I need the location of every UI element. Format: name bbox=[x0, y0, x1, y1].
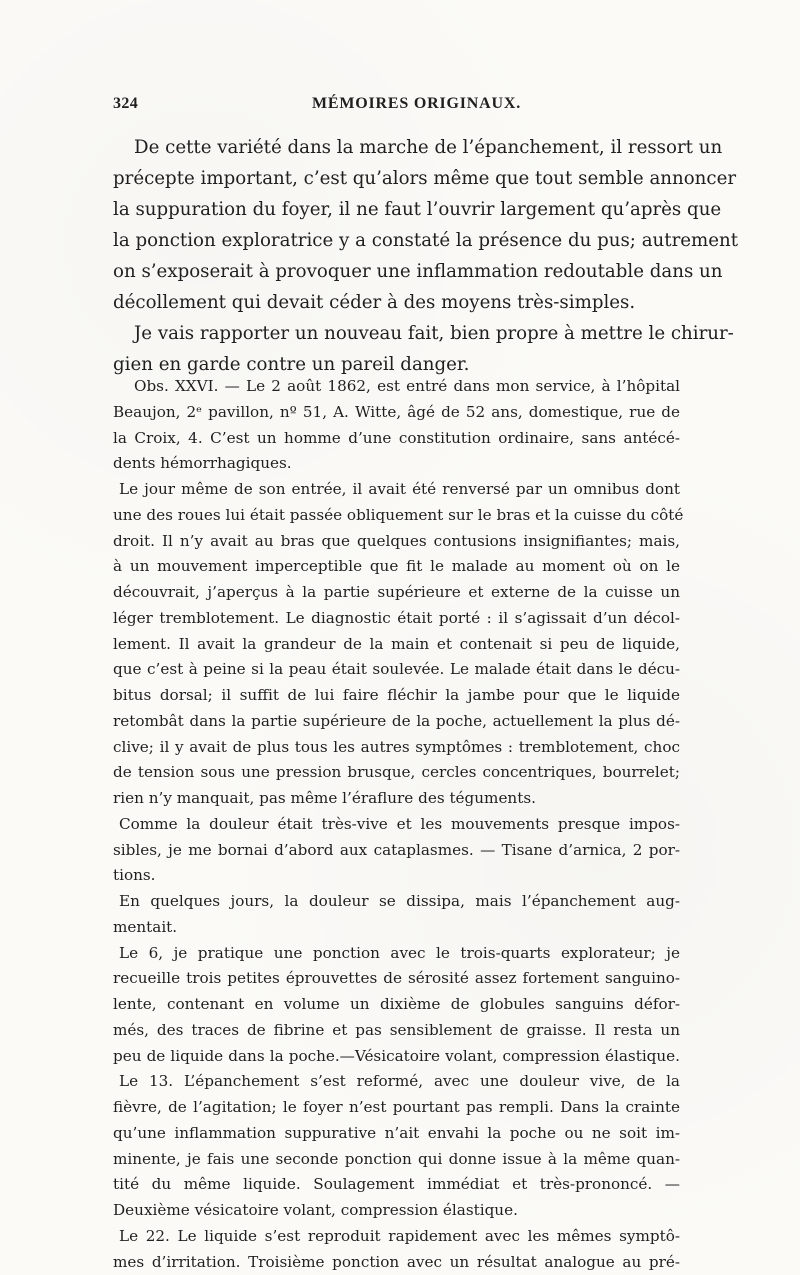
observation-line: découvrait, j’aperçus à la partie supérieure et externe de la cuisse un bbox=[113, 580, 680, 606]
observation-line: tions. bbox=[113, 863, 680, 889]
text-line: décollement qui devait céder à des moyens très-simples. bbox=[113, 287, 680, 318]
running-title: MÉMOIRES ORIGINAUX. bbox=[312, 95, 521, 113]
observation-line: dents hémorrhagiques. bbox=[113, 451, 680, 477]
observation-line: fièvre, de l’agitation; le foyer n’est pourtant pas rempli. Dans la crainte bbox=[113, 1095, 680, 1121]
observation-line: rien n’y manquait, pas même l’éraflure des téguments. bbox=[113, 786, 680, 812]
observation-line: retombât dans la partie supérieure de la poche, actuellement la plus dé- bbox=[113, 709, 680, 735]
observation-line: qu’une inflammation suppurative n’ait envahi la poche ou ne soit im- bbox=[113, 1121, 680, 1147]
observation-line: Beaujon, 2ᵉ pavillon, nº 51, A. Witte, âgé de 52 ans, domestique, rue de bbox=[113, 400, 680, 426]
observation-line: clive; il y avait de plus tous les autres symptômes : tremblotement, choc bbox=[113, 735, 680, 761]
observation-line: mes d’irritation. Troisième ponction avec un résultat analogue au pré- bbox=[113, 1250, 680, 1275]
observation-line: Le 13. L’épanchement s’est reformé, avec une douleur vive, de la bbox=[113, 1069, 680, 1095]
observation-line: Le 22. Le liquide s’est reproduit rapidement avec les mêmes symptô- bbox=[113, 1224, 680, 1250]
page-number: 324 bbox=[113, 95, 138, 113]
observation-line: lement. Il avait la grandeur de la main et contenait si peu de liquide, bbox=[113, 632, 680, 658]
text-line: on s’exposerait à provoquer une inflammation redoutable dans un bbox=[113, 256, 680, 287]
observation-line: recueille trois petites éprouvettes de sérosité assez fortement sanguino- bbox=[113, 966, 680, 992]
observation-line: sibles, je me bornai d’abord aux cataplasmes. — Tisane d’arnica, 2 por- bbox=[113, 838, 680, 864]
observation-line: mentait. bbox=[113, 915, 680, 941]
observation-line: la Croix, 4. C’est un homme d’une constitution ordinaire, sans antécé- bbox=[113, 426, 680, 452]
observation-line: droit. Il n’y avait au bras que quelques contusions insignifiantes; mais, bbox=[113, 529, 680, 555]
observation-line: bitus dorsal; il suffit de lui faire fléchir la jambe pour que le liquide bbox=[113, 683, 680, 709]
observation-line: une des roues lui était passée obliquement sur le bras et la cuisse du côté bbox=[113, 503, 680, 529]
observation-line: Le 6, je pratique une ponction avec le trois-quarts explorateur; je bbox=[113, 941, 680, 967]
text-line: gien en garde contre un pareil danger. bbox=[113, 349, 680, 380]
observation-line: En quelques jours, la douleur se dissipa, mais l’épanchement aug- bbox=[113, 889, 680, 915]
observation-line: minente, je fais une seconde ponction qui donne issue à la même quan- bbox=[113, 1147, 680, 1173]
text-line: la ponction exploratrice y a constaté la présence du pus; autrement bbox=[113, 225, 680, 256]
observation-line: tité du même liquide. Soulagement immédiat et très-prononcé. — bbox=[113, 1172, 680, 1198]
observation-line: Comme la douleur était très-vive et les mouvements presque impos- bbox=[113, 812, 680, 838]
text-line: précepte important, c’est qu’alors même que tout semble annoncer bbox=[113, 163, 680, 194]
running-head bbox=[113, 95, 680, 119]
observation-line: à un mouvement imperceptible que fit le malade au moment où on le bbox=[113, 554, 680, 580]
text-line: la suppuration du foyer, il ne faut l’ouvrir largement qu’après que bbox=[113, 194, 680, 225]
observation-text bbox=[113, 374, 680, 1275]
observation-line: Deuxième vésicatoire volant, compression élastique. bbox=[113, 1198, 680, 1224]
observation-line: que c’est à peine si la peau était soulevée. Le malade était dans le décu- bbox=[113, 657, 680, 683]
observation-line: Le jour même de son entrée, il avait été renversé par un omnibus dont bbox=[113, 477, 680, 503]
observation-line: léger tremblotement. Le diagnostic était porté : il s’agissait d’un décol- bbox=[113, 606, 680, 632]
observation-line: peu de liquide dans la poche.—Vésicatoire volant, compression élastique. bbox=[113, 1044, 680, 1070]
text-line: Je vais rapporter un nouveau fait, bien propre à mettre le chirur- bbox=[113, 318, 680, 349]
main-body-text bbox=[113, 132, 680, 380]
observation-line: Obs. XXVI. — Le 2 août 1862, est entré dans mon service, à l’hôpital bbox=[113, 374, 680, 400]
observation-line: més, des traces de fibrine et pas sensiblement de graisse. Il resta un bbox=[113, 1018, 680, 1044]
observation-line: lente, contenant en volume un dixième de globules sanguins défor- bbox=[113, 992, 680, 1018]
text-line: De cette variété dans la marche de l’épanchement, il ressort un bbox=[113, 132, 680, 163]
observation-line: de tension sous une pression brusque, cercles concentriques, bourrelet; bbox=[113, 760, 680, 786]
